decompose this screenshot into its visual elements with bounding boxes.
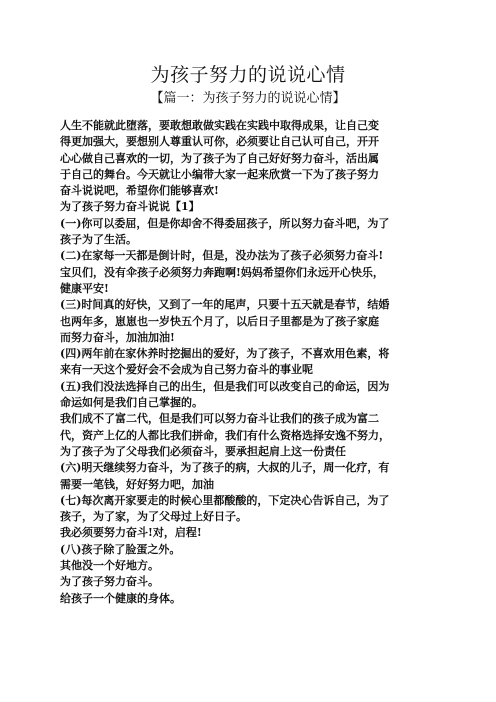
text-line: 命运如何是我们自己掌握的。 (60, 396, 203, 410)
text-line: 为了孩子为了父母我们必须奋斗，要承担起肩上这一份责任 (60, 444, 346, 458)
text-line: 得更加强大，要想别人尊重认可你，必须要让自己认可自己，开开 (60, 135, 379, 149)
text-line: (三)时间真的好快，又到了一年的尾声，只要十五天就是春节，结婚 (60, 298, 390, 312)
text-line: 其他没一个好地方。 (60, 559, 159, 573)
text-line: 来有一天这个爱好会不会成为自己努力奋斗的事业呢 (60, 363, 313, 377)
text-line: 孩子为了生活。 (60, 233, 137, 247)
text-line: 心心做自己喜欢的一切，为了孩子为了自己好好努力奋斗，活出属 (60, 151, 379, 165)
page-title: 为孩子努力的说说心情 (150, 64, 346, 86)
text-line: (六)明天继续努力奋斗，为了孩子的病，大叔的儿子，周一化疗，有 (60, 461, 390, 475)
text-line: (四)两年前在家休养时挖掘出的爱好，为了孩子，不喜欢用色素，将 (60, 347, 390, 361)
text-line: 于自己的舞台。今天就让小编带大家一起来欣赏一下为了孩子努力 (60, 167, 379, 181)
text-line: (二)在家每一天都是倒计时，但是，没办法为了孩子必须努力奋斗! (60, 249, 384, 263)
text-line: 给孩子一个健康的身体。 (60, 591, 181, 605)
text-line: 而努力奋斗，加油加油! (60, 330, 175, 344)
text-line: 为了孩子努力奋斗说说【1】 (60, 200, 200, 214)
text-line: 代，资产上亿的人都比我们拼命，我们有什么资格选择安逸不努力， (60, 428, 390, 442)
text-line: (八)孩子除了脸蛋之外。 (60, 542, 181, 556)
text-line: 需要一笔钱，好好努力吧，加油 (60, 477, 214, 491)
text-line: 健康平安! (60, 281, 109, 295)
text-line: (一)你可以委屈，但是你却舍不得委屈孩子，所以努力奋斗吧，为了 (60, 216, 390, 230)
text-line: 我必须要努力奋斗!对，启程! (60, 526, 202, 540)
text-line: 宝贝们，没有伞孩子必须努力奔跑啊!妈妈希望你们永远开心快乐， (60, 265, 384, 279)
body-text (60, 118, 440, 607)
text-line: 人生不能就此堕落，要敢想敢做实践在实践中取得成果，让自己变 (60, 119, 379, 132)
text-line: 孩子，为了家，为了父母过上好日子。 (60, 510, 247, 524)
text-line: 为了孩子努力奋斗。 (60, 575, 159, 589)
text-line: 奋斗说说吧，希望你们能够喜欢! (60, 184, 219, 198)
section-heading: 【篇一：为孩子努力的说说心情】 (150, 91, 346, 106)
text-line: (七)每次离开家要走的时候心里都酸酸的，下定决心告诉自己，为了 (60, 493, 390, 507)
text-line: (五)我们没法选择自己的出生，但是我们可以改变自己的命运，因为 (60, 379, 390, 393)
text-line: 也两年多，崽崽也一岁快五个月了，以后日子里都是为了孩子家庭 (60, 314, 379, 328)
text-line: 我们成不了富二代，但是我们可以努力奋斗让我们的孩子成为富二 (60, 412, 379, 426)
